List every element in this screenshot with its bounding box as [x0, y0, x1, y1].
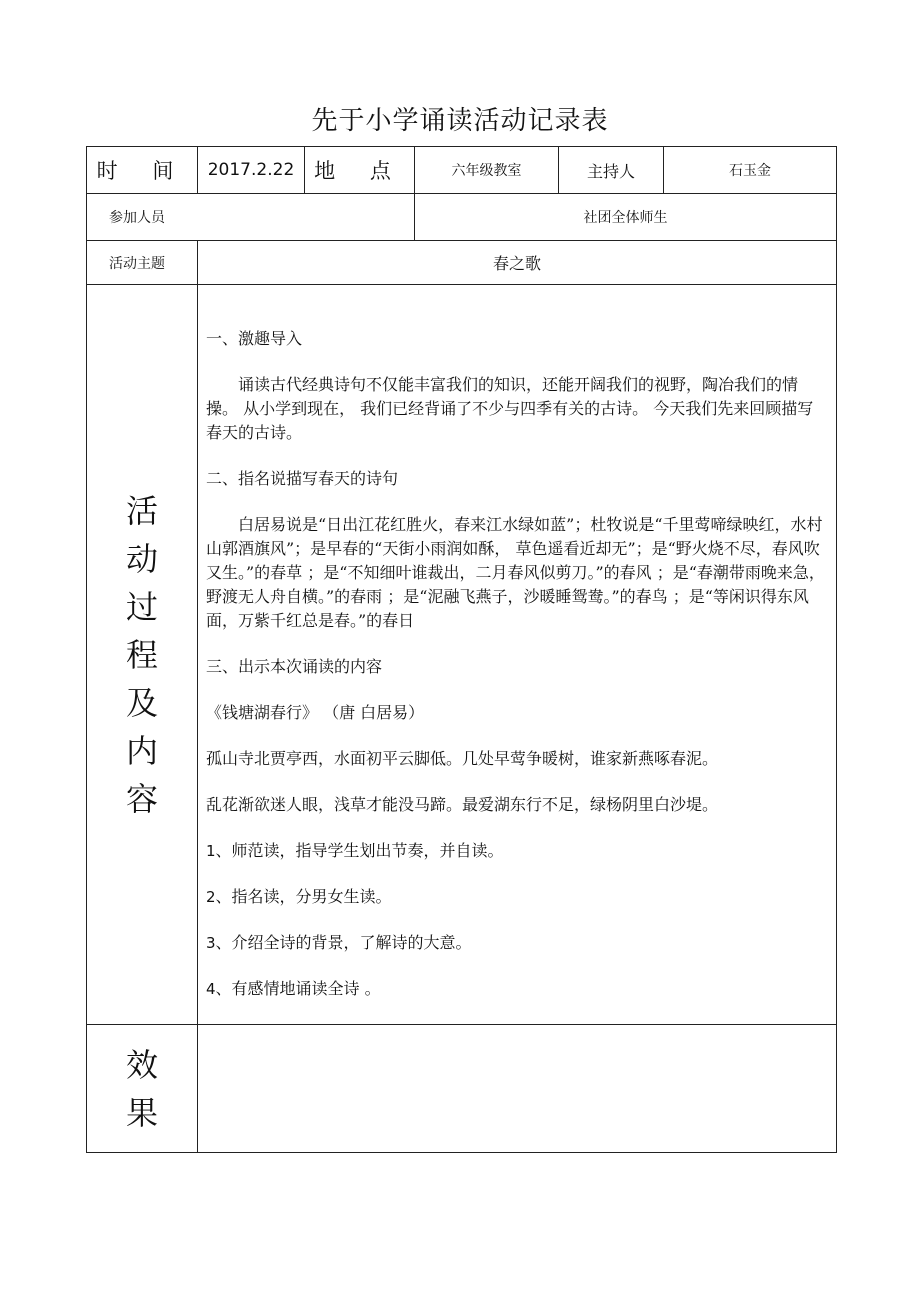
page-title: 先于小学诵读活动记录表 — [311, 106, 609, 136]
table-row — [87, 194, 837, 241]
step-item: 4、有感情地诵读全诗 。 — [206, 979, 381, 998]
effect-content — [198, 1025, 837, 1153]
host-value: 石玉金 — [664, 147, 837, 194]
table-row — [87, 1025, 837, 1153]
theme-value: 春之歌 — [198, 241, 837, 285]
time-label: 时 间 — [87, 147, 198, 194]
table-row — [87, 285, 837, 1025]
participants-value: 社团全体师生 — [415, 194, 837, 241]
step-item: 1、师范读，指导学生划出节奏，并自读。 — [206, 841, 504, 860]
table-row — [87, 147, 837, 194]
poem-line: 孤山寺北贾亭西，水面初平云脚低。几处早莺争暖树，谁家新燕啄春泥。 — [206, 749, 719, 768]
place-value: 六年级教室 — [415, 147, 559, 194]
section-heading: 二、指名说描写春天的诗句 — [206, 469, 399, 488]
table-row — [87, 241, 837, 285]
theme-label: 活动主题 — [87, 241, 198, 285]
record-table — [86, 146, 837, 1153]
participants-label: 参加人员 — [87, 194, 415, 241]
process-label: 活 动 过 程 及 内 容 — [87, 285, 198, 1025]
step-item: 3、介绍全诗的背景，了解诗的大意。 — [206, 933, 472, 952]
paragraph: 白居易说是“日出江花红胜火，春来江水绿如蓝”；杜牧说是“千里莺啼绿映红，水村山郭酒旗风”；是早春的“天街小雨润如酥， 草色遥看近却无”；是“野火烧不尽，春风吹又生。”的春草 ；是“不知细叶谁裁出，二月春风似剪刀。”的春风 ；是“春潮带雨晚来急，野渡无人舟自横。”的春雨 ；是“泥融飞燕子，沙暖睡鸳鸯。”的春鸟 ；是“等闲识得东风面，万紫千红总是春。”的春日 — [206, 515, 825, 630]
host-label: 主持人 — [559, 147, 664, 194]
poem-line: 乱花渐欲迷人眼，浅草才能没马蹄。最爱湖东行不足，绿杨阴里白沙堤。 — [206, 795, 719, 814]
step-item: 2、指名读，分男女生读。 — [206, 887, 392, 906]
effect-label: 效 果 — [87, 1025, 198, 1153]
section-heading: 三、出示本次诵读的内容 — [206, 657, 383, 676]
process-content — [198, 285, 837, 1025]
paragraph: 诵读古代经典诗句不仅能丰富我们的知识，还能开阔我们的视野，陶冶我们的情操。 从小学到现在， 我们已经背诵了不少与四季有关的古诗。 今天我们先来回顾描写春天的古诗。 — [206, 375, 814, 442]
place-label: 地 点 — [305, 147, 415, 194]
section-heading: 一、激趣导入 — [206, 329, 303, 348]
date-value: 2017.2.22 — [198, 147, 305, 194]
poem-title: 《钱塘湖春行》 （唐 白居易） — [206, 703, 425, 722]
